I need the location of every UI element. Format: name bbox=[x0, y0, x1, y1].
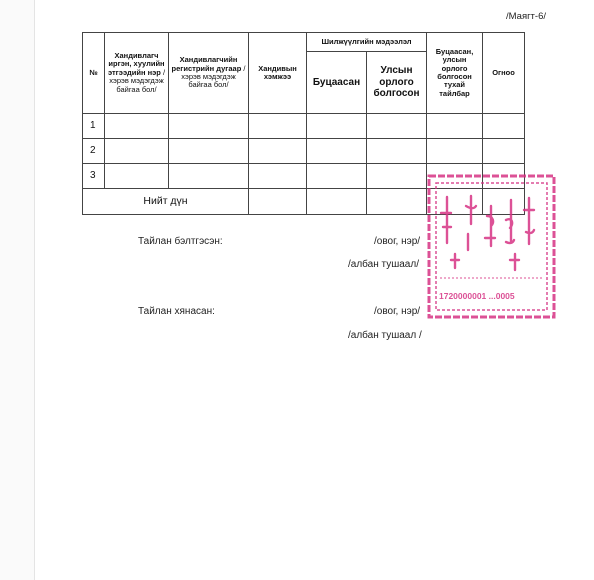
table-cell bbox=[105, 114, 169, 139]
header-to-state: Улсын орлого болгосон bbox=[367, 52, 427, 114]
table-cell bbox=[249, 164, 307, 189]
table-cell bbox=[307, 164, 367, 189]
row-number: 1 bbox=[83, 114, 105, 139]
header-explanation: Буцаасан, улсын орлого болгосон тухай тайлбар bbox=[427, 33, 483, 114]
official-stamp bbox=[425, 172, 558, 322]
header-no: № bbox=[83, 33, 105, 114]
prepared-name-hint: /овог, нэр/ bbox=[374, 236, 421, 247]
checked-position-hint: /албан тушаал / bbox=[348, 330, 422, 341]
table-cell bbox=[483, 139, 525, 164]
stamp-number: 1720000001 ...0005 bbox=[439, 291, 515, 301]
header-citizen bbox=[105, 33, 169, 114]
table-row bbox=[83, 139, 525, 164]
table-cell bbox=[169, 164, 249, 189]
row-number: 2 bbox=[83, 139, 105, 164]
header-citizen-bold: Хандивлагч иргэн, хуулийн этгээдийн нэр bbox=[107, 51, 165, 77]
header-amount: Хандивын хэмжээ bbox=[249, 33, 307, 114]
table-cell bbox=[249, 189, 307, 215]
total-label: Нийт дүн bbox=[83, 189, 249, 215]
table-cell bbox=[169, 114, 249, 139]
table-cell bbox=[367, 114, 427, 139]
header-register bbox=[169, 33, 249, 114]
table-cell bbox=[249, 114, 307, 139]
prepared-position-hint: /албан тушаал/ bbox=[348, 259, 419, 270]
header-date: Огноо bbox=[483, 33, 525, 114]
table-cell bbox=[367, 189, 427, 215]
table-cell bbox=[249, 139, 307, 164]
table-cell bbox=[105, 139, 169, 164]
header-register-note: /хэрэв мэдэгдэж байгаа бол/ bbox=[181, 63, 246, 90]
table-row bbox=[83, 114, 525, 139]
table-cell bbox=[483, 114, 525, 139]
table-cell bbox=[307, 139, 367, 164]
form-code: /Маягт-6/ bbox=[506, 11, 546, 22]
table-cell bbox=[169, 139, 249, 164]
row-number: 3 bbox=[83, 164, 105, 189]
table-cell bbox=[427, 139, 483, 164]
header-transfer-info: Шилжүүлгийн мэдээлэл bbox=[307, 33, 427, 52]
table-cell bbox=[307, 114, 367, 139]
table-cell bbox=[105, 164, 169, 189]
prepared-label: Тайлан бэлтгэсэн: bbox=[138, 236, 223, 247]
table-cell bbox=[307, 189, 367, 215]
table-cell bbox=[427, 114, 483, 139]
checked-name-hint: /овог, нэр/ bbox=[374, 306, 421, 317]
header-returned: Буцаасан bbox=[307, 52, 367, 114]
header-citizen-note: /хэрэв мэдэгдэж байгаа бол/ bbox=[109, 67, 166, 94]
checked-label: Тайлан хянасан: bbox=[138, 306, 215, 317]
table-cell bbox=[367, 164, 427, 189]
table-cell bbox=[367, 139, 427, 164]
header-register-bold: Хандивлагчийн регистрийн дугаар bbox=[171, 55, 242, 73]
